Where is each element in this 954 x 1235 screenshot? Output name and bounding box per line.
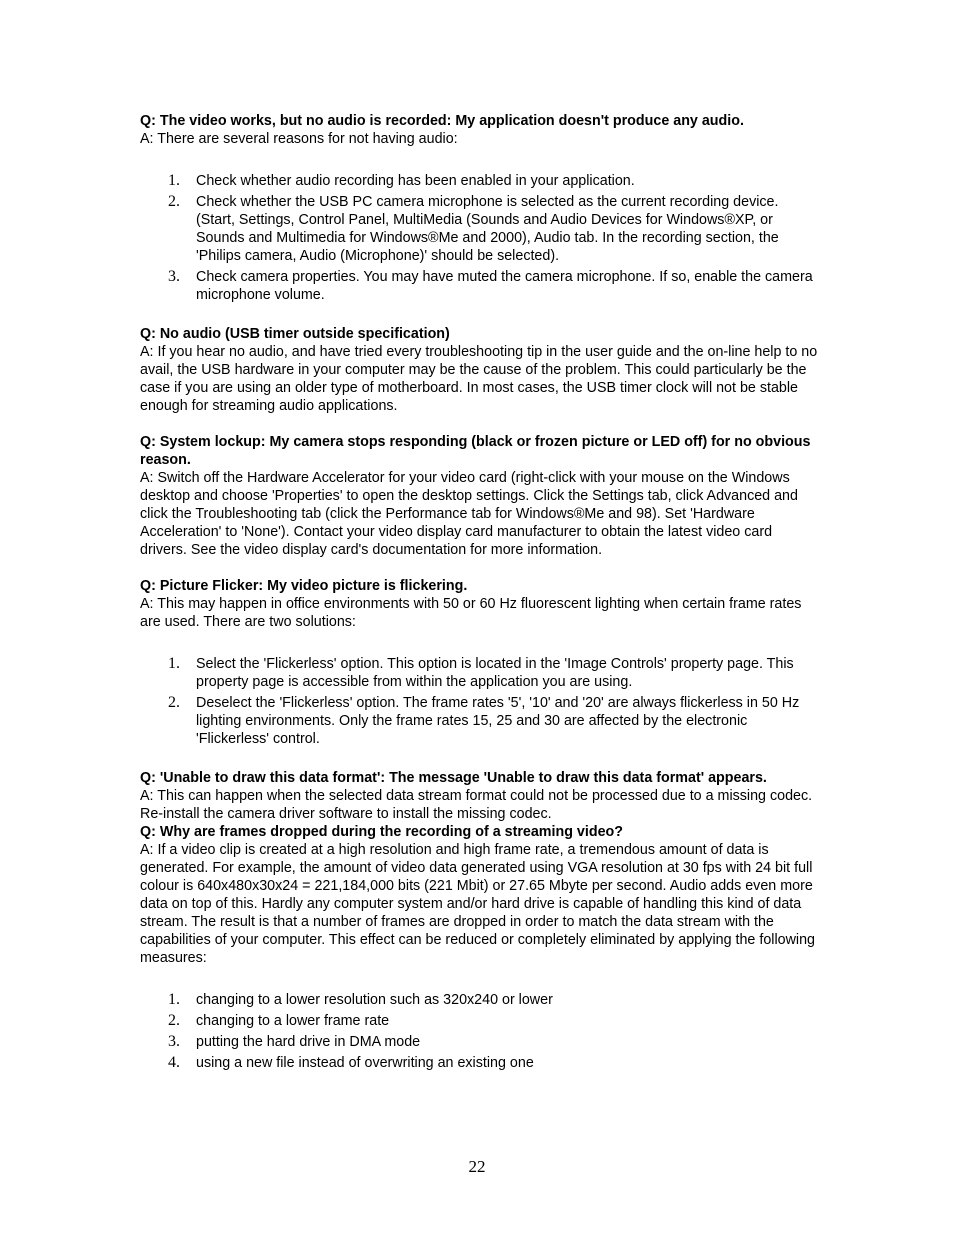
question-heading: Q: 'Unable to draw this data format': The message 'Unable to draw this data format' appears. — [140, 770, 767, 786]
list-number: 3. — [168, 1033, 180, 1050]
answer-text: A: There are several reasons for not having audio: — [140, 131, 458, 147]
answer-text: A: If a video clip is created at a high resolution and high frame rate, a tremendous amount of data is generated. For example, the amount of video data generated using VGA resolution at 30 fps with 24 bit full colour is 640x480x30x24 = 221,184,000 bits (221 Mbit) or 27.65 Mbyte per second. Audio adds even more data on top of this. Hardly any computer system and/or hard drive is capable of handling this kind of data stream. The result is that a number of frames are dropped in order to match the data stream with the capabilities of your computer. This effect can be reduced or completely eliminated by applying the following measures: — [140, 842, 815, 966]
list-item-text: Check camera properties. You may have muted the camera microphone. If so, enable the camera microphone volume. — [196, 269, 813, 303]
answer-text: A: This can happen when the selected data stream format could not be processed due to a missing codec. Re-install the camera driver software to install the missing codec. — [140, 788, 813, 822]
list-item — [140, 172, 820, 190]
answer-text: A: This may happen in office environments with 50 or 60 Hz fluorescent lighting when certain frame rates are used. There are two solutions: — [140, 596, 802, 630]
list-item — [140, 193, 820, 265]
list-number: 2. — [168, 1012, 180, 1029]
list-item — [140, 1033, 820, 1051]
list-item — [140, 694, 820, 748]
list-item-text: Check whether audio recording has been enabled in your application. — [196, 173, 635, 189]
list-number: 3. — [168, 268, 180, 285]
list-item — [140, 991, 820, 1009]
page-number: 22 — [468, 1157, 486, 1176]
list-item — [140, 1054, 820, 1072]
numbered-list — [140, 655, 820, 748]
list-item — [140, 655, 820, 691]
list-number: 4. — [168, 1054, 180, 1071]
list-item-text: Select the 'Flickerless' option. This option is located in the 'Image Controls' property page. This property page is accessible from within the application you are using. — [196, 656, 794, 690]
answer-text: A: Switch off the Hardware Accelerator for your video card (right-click with your mouse on the Windows desktop and choose 'Properties' to open the desktop settings. Click the Settings tab, click Advanced and click the Troubleshooting tab (click the Performance tab for Windows®Me and 98). Set 'Hardware Acceleration' to 'None'). Contact your video display card manufacturer to obtain the latest video card drivers. See the video display card's documentation for more information. — [140, 470, 798, 558]
list-item-text: using a new file instead of overwriting an existing one — [196, 1055, 534, 1071]
question-heading: Q: Why are frames dropped during the recording of a streaming video? — [140, 824, 623, 840]
numbered-list — [140, 991, 820, 1072]
list-item-text: putting the hard drive in DMA mode — [196, 1034, 421, 1050]
list-item-text: changing to a lower frame rate — [196, 1013, 390, 1029]
question-heading: Q: No audio (USB timer outside specification) — [140, 326, 450, 342]
list-number: 1. — [168, 655, 180, 672]
numbered-list — [140, 172, 820, 304]
list-number: 1. — [168, 991, 180, 1008]
list-number: 2. — [168, 694, 180, 711]
question-heading: Q: Picture Flicker: My video picture is flickering. — [140, 578, 468, 594]
question-heading: Q: System lockup: My camera stops responding (black or frozen picture or LED off) for no obvious reason. — [140, 434, 811, 468]
list-item — [140, 1012, 820, 1030]
list-item-text: changing to a lower resolution such as 320x240 or lower — [196, 992, 553, 1008]
document-body — [140, 112, 820, 1075]
list-item-text: Check whether the USB PC camera microphone is selected as the current recording device. (Start, Settings, Control Panel, MultiMedia (Sounds and Audio Devices for Windows®XP, or Sounds and Multimedia for Windows®Me and 2000), Audio tab. In the recording section, the 'Philips camera, Audio (Microphone)' should be selected). — [196, 194, 779, 264]
list-item — [140, 268, 820, 304]
question-heading: Q: The video works, but no audio is recorded: My application doesn't produce any audio. — [140, 113, 744, 129]
list-item-text: Deselect the 'Flickerless' option. The frame rates '5', '10' and '20' are always flickerless in 50 Hz lighting environments. Only the frame rates 15, 25 and 30 are affected by the electronic 'Flickerless' control. — [196, 695, 800, 747]
list-number: 1. — [168, 172, 180, 189]
answer-text: A: If you hear no audio, and have tried every troubleshooting tip in the user guide and the on-line help to no avail, the USB hardware in your computer may be the cause of the problem. This could particularly be the case if you are using an older type of motherboard. In most cases, the USB timer clock will not be stable enough for streaming audio applications. — [140, 344, 818, 414]
list-number: 2. — [168, 193, 180, 210]
